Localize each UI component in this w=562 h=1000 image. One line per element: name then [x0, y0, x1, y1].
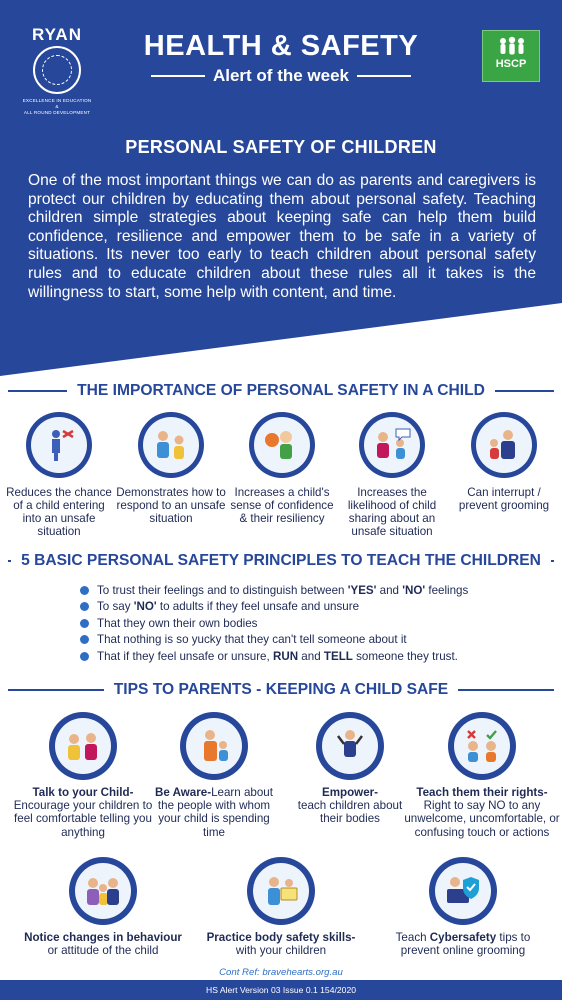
- bullet-icon: [80, 635, 89, 644]
- tip-text: or attitude of the child: [47, 944, 159, 958]
- subtitle-rule-right: [357, 75, 411, 77]
- grooming-icon: [471, 412, 537, 478]
- brand-tagline-2: &: [55, 104, 59, 109]
- hscp-label: HSCP: [495, 58, 527, 70]
- tip-prefix: Teach: [395, 931, 430, 944]
- version-footer: HS Alert Version 03 Issue 0.1 154/2020: [0, 980, 562, 1000]
- importance-caption: Demonstrates how to respond to an unsafe situation: [116, 486, 226, 525]
- list-item: That nothing is so yucky that they can't tell someone about it: [80, 632, 550, 649]
- tip-item: [404, 712, 560, 839]
- tip-title: Teach them their rights-: [416, 786, 548, 799]
- importance-caption: Can interrupt / prevent grooming: [458, 486, 550, 512]
- confident-child-icon: [249, 412, 315, 478]
- list-item: To trust their feelings and to distinguish between 'YES' and 'NO' feelings: [80, 582, 550, 599]
- reference-note: Cont Ref: bravehearts.org.au: [219, 967, 343, 978]
- page-subtitle: Alert of the week: [212, 66, 350, 85]
- tip-item: [148, 712, 280, 839]
- importance-caption: Increases a child's sense of confidence & their resiliency: [230, 486, 334, 525]
- cybersafety-icon: [429, 857, 497, 925]
- bullet-icon: [80, 586, 89, 595]
- importance-caption: Increases the likelihood of child sharing about an unsafe situation: [347, 486, 437, 538]
- importance-item: [226, 412, 338, 525]
- tips-heading-row: [8, 681, 554, 699]
- importance-item: [336, 412, 448, 538]
- tip-title: Empower-: [321, 786, 379, 799]
- importance-heading-row: [8, 382, 554, 400]
- subtitle-row: [0, 66, 562, 86]
- tip-title: Be Aware-: [155, 786, 212, 799]
- importance-caption: Reduces the chance of a child entering into an unsafe situation: [6, 486, 112, 538]
- principles-list: [80, 582, 550, 665]
- intro-heading: PERSONAL SAFETY OF CHILDREN: [125, 137, 437, 157]
- tip-title: Talk to your Child-: [32, 786, 134, 799]
- tip-item: [295, 712, 405, 826]
- tip-item: [8, 712, 158, 839]
- talk-icon: [49, 712, 117, 780]
- list-item: To say 'NO' to adults if they feel unsafe and unsure: [80, 599, 550, 616]
- intro-paragraph: One of the most important things we can do as parents and caregivers is protect our children by educating them about personal safety. Teaching children simple strategies about keeping safe can help them build confidence, resilience and empower them to be safe in a variety of situations. Its never too early to teach children about personal safety rules and to educate children about these rules all it takes is the willingness to start, some help with content, and time.: [28, 172, 536, 301]
- tip-text: teach children about their bodies: [297, 799, 403, 826]
- empower-icon: [316, 712, 384, 780]
- tip-title: Cybersafety: [429, 931, 497, 944]
- tip-item: [196, 857, 366, 957]
- hscp-badge: [482, 30, 540, 82]
- subtitle-rule-left: [151, 75, 205, 77]
- importance-item: [3, 412, 115, 538]
- tip-text: Encourage your children to feel comfortable telling you anything: [13, 799, 153, 839]
- tip-text: Right to say NO to any unwelcome, uncomfortable, or confusing touch or actions: [404, 799, 560, 839]
- brand-tagline-1: EXCELLENCE IN EDUCATION: [22, 98, 92, 103]
- importance-item: [115, 412, 227, 525]
- parent-aware-icon: [180, 712, 248, 780]
- stop-child-icon: [26, 412, 92, 478]
- tips-heading: TIPS TO PARENTS - KEEPING A CHILD SAFE: [113, 681, 449, 698]
- tip-text: Learn about the people with whom your child is spending time: [157, 786, 273, 839]
- people-icon: [483, 35, 539, 57]
- importance-heading: THE IMPORTANCE OF PERSONAL SAFETY IN A CHILD: [77, 382, 485, 399]
- bullet-icon: [80, 619, 89, 628]
- reading-icon: [247, 857, 315, 925]
- tip-text: tips to prevent online grooming: [400, 931, 531, 958]
- list-item: That they own their own bodies: [80, 615, 550, 632]
- tip-text: with your children: [235, 944, 327, 958]
- tip-item: [8, 857, 198, 957]
- bullet-icon: [80, 652, 89, 661]
- principles-heading: 5 BASIC PERSONAL SAFETY PRINCIPLES TO TEACH THE CHILDREN: [21, 552, 541, 569]
- brand-name: RYAN: [32, 25, 82, 44]
- page-title: HEALTH & SAFETY: [143, 30, 419, 62]
- brand-tagline-3: ALL ROUND DEVELOPMENT: [23, 110, 91, 115]
- list-item: That if they feel unsafe or unsure, RUN and TELL someone they trust.: [80, 648, 550, 665]
- helping-child-icon: [138, 412, 204, 478]
- bullet-icon: [80, 602, 89, 611]
- behaviour-icon: [69, 857, 137, 925]
- tip-item: [378, 857, 548, 957]
- principles-heading-row: [8, 552, 554, 570]
- importance-item: [448, 412, 560, 512]
- rights-icon: [448, 712, 516, 780]
- tip-title: Notice changes in behaviour: [24, 931, 182, 944]
- sharing-child-icon: [359, 412, 425, 478]
- tip-title: Practice body safety skills-: [206, 931, 356, 944]
